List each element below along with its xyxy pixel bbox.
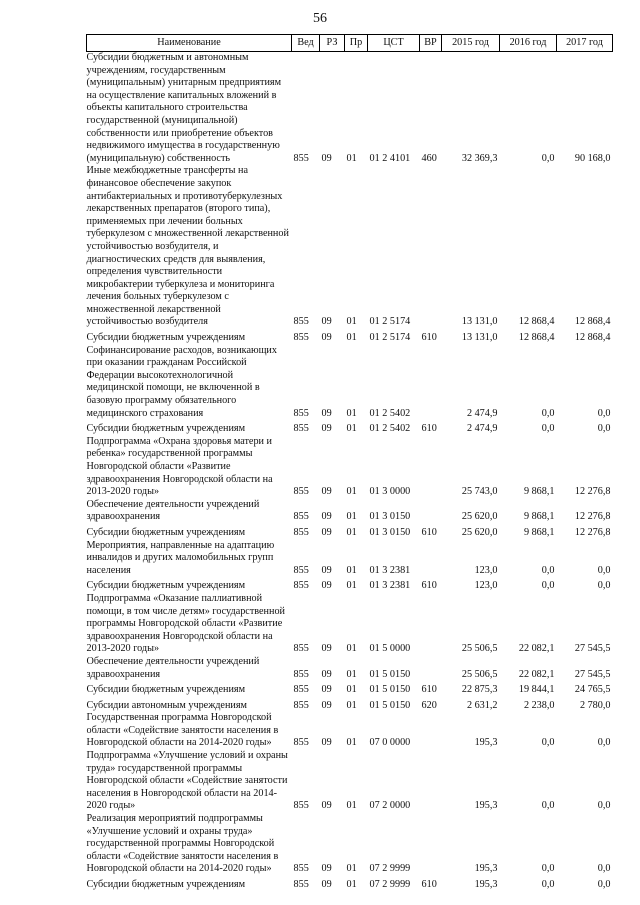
row-rz: 09 <box>321 423 332 435</box>
row-2015: 195,3 <box>474 737 498 749</box>
header-2016: 2016 год <box>500 35 557 52</box>
row-rz: 09 <box>321 486 332 498</box>
row-2016: 0,0 <box>541 423 555 435</box>
row-name: Софинансирование расходов, возникающих при оказании гражданам Российской Федерации высокотехнологичной медицинской помощи, не включенной в базовую программу обязательного медицинского страхования <box>86 344 277 419</box>
row-cst: 07 2 0000 <box>369 800 411 812</box>
row-pr: 01 <box>346 643 357 655</box>
row-cst: 07 0 0000 <box>369 737 411 749</box>
row-cst: 01 2 5402 <box>369 423 411 435</box>
row-vr: 460 <box>421 152 437 164</box>
row-cst: 01 5 0150 <box>369 668 411 680</box>
row-2017: 0,0 <box>597 407 611 419</box>
row-2017: 0,0 <box>597 737 611 749</box>
row-2016: 12 868,4 <box>518 316 555 328</box>
table-row <box>87 593 613 656</box>
row-ved: 855 <box>293 863 309 875</box>
row-2015: 195,3 <box>474 863 498 875</box>
row-name: Мероприятия, направленные на адаптацию инвалидов и других маломобильных групп населения <box>86 539 275 576</box>
row-pr: 01 <box>346 511 357 523</box>
row-2015: 22 875,3 <box>461 684 498 696</box>
table-row <box>87 436 613 499</box>
row-ved: 855 <box>293 800 309 812</box>
row-cst: 01 2 5402 <box>369 407 411 419</box>
table-row <box>87 656 613 681</box>
row-cst: 01 2 4101 <box>369 152 411 164</box>
row-2016: 9 868,1 <box>523 511 555 523</box>
row-2016: 19 844,1 <box>518 684 555 696</box>
row-name: Подпрограмма «Улучшение условий и охраны труда» государственной программы Новгородской области «Содействие занятости населения в Новгородской области на 2014-2020 годы» <box>86 750 288 812</box>
row-ved: 855 <box>293 407 309 419</box>
row-vr <box>420 345 442 421</box>
row-pr: 01 <box>346 152 357 164</box>
row-pr: 01 <box>346 316 357 328</box>
row-ved: 855 <box>293 684 309 696</box>
row-rz: 09 <box>321 332 332 344</box>
header-cst: ЦСТ <box>368 35 420 52</box>
row-cst: 01 5 0150 <box>369 684 411 696</box>
row-rz: 09 <box>321 699 332 711</box>
row-2016: 0,0 <box>541 564 555 576</box>
header-ved: Вед <box>292 35 320 52</box>
row-2016: 0,0 <box>541 407 555 419</box>
row-vr: 610 <box>421 879 437 890</box>
row-ved: 855 <box>293 564 309 576</box>
row-ved: 855 <box>293 526 309 538</box>
row-ved: 855 <box>293 152 309 164</box>
row-rz: 09 <box>321 407 332 419</box>
row-2016: 2 238,0 <box>523 699 555 711</box>
row-rz: 09 <box>321 737 332 749</box>
row-2016: 9 868,1 <box>523 486 555 498</box>
row-name: Субсидии бюджетным учреждениям <box>86 423 246 435</box>
row-pr: 01 <box>346 668 357 680</box>
row-rz: 09 <box>321 643 332 655</box>
row-2017: 12 868,4 <box>574 316 611 328</box>
table-row <box>87 345 613 421</box>
header-vr: ВР <box>420 35 442 52</box>
row-rz: 09 <box>321 564 332 576</box>
row-2015: 25 506,5 <box>461 643 498 655</box>
row-name: Государственная программа Новгородской области «Содействие занятости населения в Новгородской области на 2014-2020 годы» <box>86 712 279 749</box>
row-rz: 09 <box>321 684 332 696</box>
table-row <box>87 165 613 329</box>
row-2017: 24 765,5 <box>574 684 611 696</box>
row-vr: 620 <box>421 699 437 711</box>
row-name: Обеспечение деятельности учреждений здравоохранения <box>86 655 260 680</box>
row-name: Иные межбюджетные трансферты на финансовое обеспечение закупок антибактериальных и противотуберкулезных лекарственных препаратов (второго типа), применяемых при лечении больных туберкулезом с множественной лекарственной устойчивостью возбудителя, и диагностических средств для выявления, определения чувствительности микробактерии туберкулеза и мониторинга лечения больных туберкулезом с множественной лекарственной устойчивостью возбудителя <box>86 165 289 328</box>
header-2015: 2015 год <box>442 35 500 52</box>
row-2015: 2 631,2 <box>466 699 498 711</box>
table-row <box>87 420 613 436</box>
row-vr: 610 <box>421 423 437 435</box>
row-cst: 01 2 5174 <box>369 316 411 328</box>
row-pr: 01 <box>346 684 357 696</box>
table-row <box>87 52 613 166</box>
row-2015: 195,3 <box>474 800 498 812</box>
row-2015: 13 131,0 <box>461 316 498 328</box>
row-vr: 610 <box>421 526 437 538</box>
row-rz: 09 <box>321 526 332 538</box>
row-vr <box>420 813 442 876</box>
row-ved: 855 <box>293 737 309 749</box>
page-number: 56 <box>313 11 327 26</box>
row-vr: 610 <box>421 332 437 344</box>
row-name: Субсидии бюджетным учреждениям <box>86 332 246 344</box>
row-pr: 01 <box>346 879 357 890</box>
row-cst: 01 3 0000 <box>369 486 411 498</box>
row-ved: 855 <box>293 486 309 498</box>
row-2017: 0,0 <box>597 423 611 435</box>
row-cst: 01 5 0150 <box>369 699 411 711</box>
row-2016: 22 082,1 <box>518 643 555 655</box>
row-pr: 01 <box>346 863 357 875</box>
row-vr <box>420 499 442 524</box>
row-ved: 855 <box>293 423 309 435</box>
table-row <box>87 876 613 892</box>
row-vr <box>420 436 442 499</box>
row-pr: 01 <box>346 580 357 592</box>
row-name: Обеспечение деятельности учреждений здравоохранения <box>86 498 260 523</box>
row-ved: 855 <box>293 699 309 711</box>
table-row <box>87 524 613 540</box>
row-vr <box>420 712 442 750</box>
row-2017: 2 780,0 <box>579 699 611 711</box>
header-2017: 2017 год <box>557 35 613 52</box>
row-rz: 09 <box>321 511 332 523</box>
row-cst: 01 3 0150 <box>369 526 411 538</box>
row-2017: 12 276,8 <box>574 526 611 538</box>
row-rz: 09 <box>321 863 332 875</box>
row-name: Субсидии бюджетным учреждениям <box>86 879 246 890</box>
row-cst: 07 2 9999 <box>369 879 411 890</box>
row-2015: 195,3 <box>474 879 498 890</box>
row-2015: 2 474,9 <box>466 423 498 435</box>
row-cst: 01 3 0150 <box>369 511 411 523</box>
row-pr: 01 <box>346 486 357 498</box>
row-vr: 610 <box>421 684 437 696</box>
row-pr: 01 <box>346 423 357 435</box>
header-name: Наименование <box>87 35 292 52</box>
row-2015: 13 131,0 <box>461 332 498 344</box>
row-name: Реализация мероприятий подпрограммы «Улучшение условий и охраны труда» государственной программы Новгородской области «Содействие занятости населения в Новгородской области на 2014-2020 годы» <box>86 813 279 875</box>
row-pr: 01 <box>346 800 357 812</box>
row-2016: 0,0 <box>541 737 555 749</box>
row-rz: 09 <box>321 879 332 890</box>
row-ved: 855 <box>293 580 309 592</box>
row-2016: 0,0 <box>541 879 555 890</box>
row-name: Субсидии бюджетным учреждениям <box>86 684 246 696</box>
row-2017: 0,0 <box>597 800 611 812</box>
row-pr: 01 <box>346 737 357 749</box>
row-name: Подпрограмма «Оказание паллиативной помощи, в том числе детям» государственной программы Новгородской области «Развитие здравоохранения Новгородской области на 2013-2020 годы» <box>86 592 286 655</box>
row-rz: 09 <box>321 152 332 164</box>
row-pr: 01 <box>346 332 357 344</box>
row-vr <box>420 593 442 656</box>
row-2016: 9 868,1 <box>523 526 555 538</box>
row-pr: 01 <box>346 526 357 538</box>
row-name: Подпрограмма «Охрана здоровья матери и ребенка» государственной программы Новгородской области «Развитие здравоохранения Новгородской области на 2013-2020 годы» <box>86 435 273 498</box>
table-row <box>87 577 613 593</box>
row-cst: 07 2 9999 <box>369 863 411 875</box>
row-rz: 09 <box>321 580 332 592</box>
row-2015: 25 620,0 <box>461 511 498 523</box>
table-row <box>87 540 613 578</box>
table-body <box>87 52 613 892</box>
row-vr <box>420 165 442 329</box>
table-row <box>87 712 613 750</box>
row-pr: 01 <box>346 407 357 419</box>
budget-table <box>86 34 613 892</box>
table-row <box>87 681 613 697</box>
row-2016: 22 082,1 <box>518 668 555 680</box>
row-pr: 01 <box>346 564 357 576</box>
row-2015: 123,0 <box>474 564 498 576</box>
row-ved: 855 <box>293 643 309 655</box>
row-2017: 27 545,5 <box>574 643 611 655</box>
row-cst: 01 3 2381 <box>369 580 411 592</box>
row-ved: 855 <box>293 316 309 328</box>
table-row <box>87 329 613 345</box>
row-2017: 12 868,4 <box>574 332 611 344</box>
row-2017: 90 168,0 <box>574 152 611 164</box>
row-ved: 855 <box>293 668 309 680</box>
row-vr <box>420 750 442 813</box>
row-cst: 01 5 0000 <box>369 643 411 655</box>
table-row <box>87 750 613 813</box>
row-name: Субсидии бюджетным учреждениям <box>86 580 246 592</box>
row-2016: 0,0 <box>541 800 555 812</box>
row-2017: 12 276,8 <box>574 486 611 498</box>
row-2017: 0,0 <box>597 879 611 890</box>
row-name: Субсидии бюджетным и автономным учреждениям, государственным (муниципальным) унитарным предприятиям на осуществление капитальных вложений в объекты капитального строительства государственной (муниципальной) собственности или приобретение объектов недвижимого имущества в государственную (муниципальную) собственность <box>86 52 282 164</box>
row-2017: 12 276,8 <box>574 511 611 523</box>
row-2015: 2 474,9 <box>466 407 498 419</box>
row-2015: 25 506,5 <box>461 668 498 680</box>
row-ved: 855 <box>293 879 309 890</box>
row-cst: 01 2 5174 <box>369 332 411 344</box>
row-2016: 0,0 <box>541 580 555 592</box>
row-pr: 01 <box>346 699 357 711</box>
row-2016: 12 868,4 <box>518 332 555 344</box>
row-name: Субсидии автономным учреждениям <box>86 699 247 711</box>
table-row <box>87 697 613 713</box>
row-2016: 0,0 <box>541 152 555 164</box>
row-cst: 01 3 2381 <box>369 564 411 576</box>
header-pr: Пр <box>345 35 368 52</box>
row-name: Субсидии бюджетным учреждениям <box>86 526 246 538</box>
row-2015: 123,0 <box>474 580 498 592</box>
row-vr <box>420 656 442 681</box>
row-ved: 855 <box>293 332 309 344</box>
row-2015: 25 620,0 <box>461 526 498 538</box>
table-row <box>87 813 613 876</box>
row-ved: 855 <box>293 511 309 523</box>
row-2015: 25 743,0 <box>461 486 498 498</box>
row-rz: 09 <box>321 668 332 680</box>
row-rz: 09 <box>321 800 332 812</box>
row-2015: 32 369,3 <box>461 152 498 164</box>
row-2017: 0,0 <box>597 564 611 576</box>
row-rz: 09 <box>321 316 332 328</box>
row-2016: 0,0 <box>541 863 555 875</box>
row-vr: 610 <box>421 580 437 592</box>
row-2017: 0,0 <box>597 863 611 875</box>
row-vr <box>420 540 442 578</box>
row-2017: 27 545,5 <box>574 668 611 680</box>
table-header <box>87 35 613 52</box>
header-rz: РЗ <box>320 35 345 52</box>
row-2017: 0,0 <box>597 580 611 592</box>
table-row <box>87 499 613 524</box>
